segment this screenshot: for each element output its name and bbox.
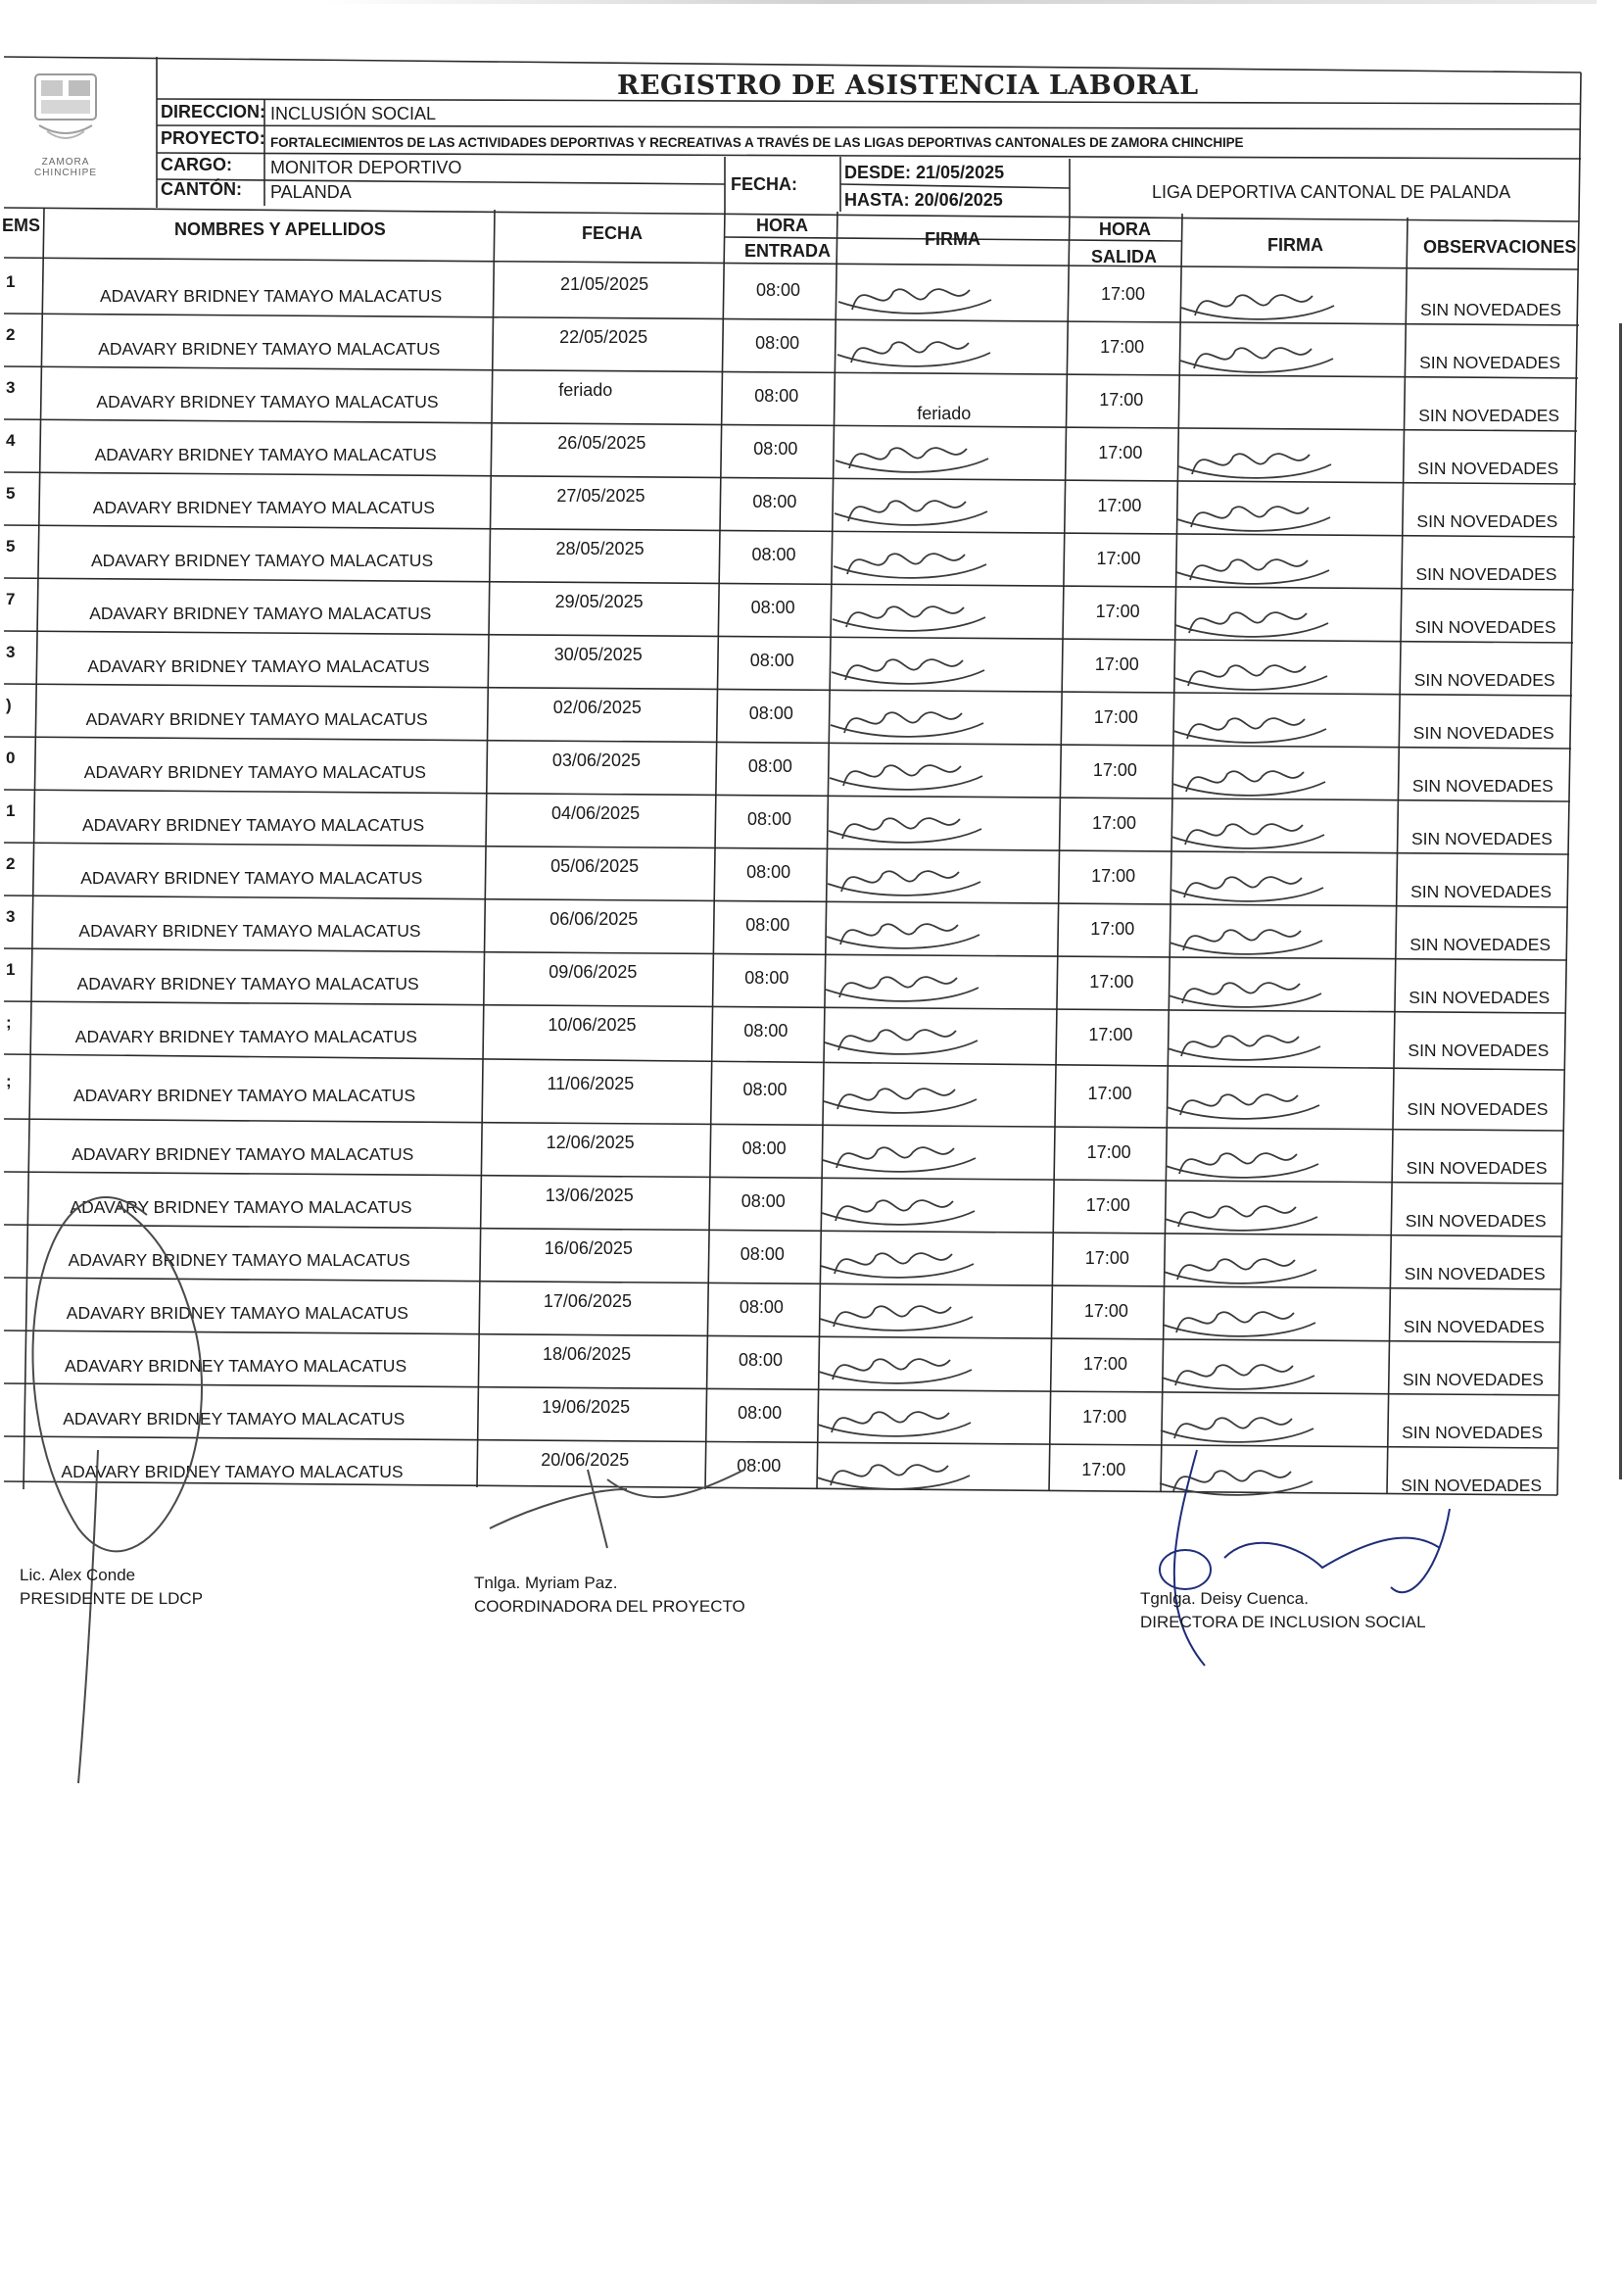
signatory-coordinator-name: Tnlga. Myriam Paz.	[474, 1574, 618, 1592]
row-name: ADAVARY BRIDNEY TAMAYO MALACATUS	[98, 339, 441, 359]
header-firma-salida: FIRMA	[1267, 235, 1323, 255]
row-observation: SIN NOVEDADES	[1410, 882, 1552, 901]
exit-signature	[1170, 877, 1323, 901]
row-observation: SIN NOVEDADES	[1404, 1264, 1546, 1283]
signatory-director-name: Tgnlga. Deisy Cuenca.	[1140, 1589, 1309, 1608]
row-date: 20/06/2025	[541, 1450, 630, 1470]
signatory-president-name: Lic. Alex Conde	[20, 1566, 136, 1584]
exit-signature	[1163, 1312, 1315, 1336]
row-exit-time: 17:00	[1088, 1025, 1133, 1044]
entry-signature	[837, 342, 990, 366]
row-entry-time: 08:00	[747, 809, 792, 829]
row-date: 27/05/2025	[556, 486, 645, 506]
row-name: ADAVARY BRIDNEY TAMAYO MALACATUS	[76, 974, 419, 993]
row-entry-time: 08:00	[747, 756, 792, 776]
exit-signature	[1160, 1471, 1313, 1495]
row-name: ADAVARY BRIDNEY TAMAYO MALACATUS	[66, 1303, 408, 1323]
row-observation: SIN NOVEDADES	[1402, 1423, 1544, 1442]
exit-signature	[1171, 824, 1324, 848]
entry-signature	[833, 606, 985, 631]
header-hora-salida-2: SALIDA	[1091, 247, 1157, 266]
exit-signature	[1166, 1153, 1318, 1178]
row-date: feriado	[558, 380, 613, 400]
row-observation: SIN NOVEDADES	[1411, 829, 1552, 848]
row-name: ADAVARY BRIDNEY TAMAYO MALACATUS	[83, 762, 426, 782]
row-name: ADAVARY BRIDNEY TAMAYO MALACATUS	[89, 604, 432, 623]
row-date: 17/06/2025	[543, 1291, 632, 1311]
row-exit-time: 17:00	[1090, 919, 1135, 939]
row-entry-time: 08:00	[737, 1456, 782, 1476]
row-name: ADAVARY BRIDNEY TAMAYO MALACATUS	[70, 1197, 412, 1217]
row-date: 19/06/2025	[542, 1397, 631, 1417]
signatory-coordinator-role: COORDINADORA DEL PROYECTO	[474, 1597, 745, 1616]
row-exit-time: 17:00	[1095, 602, 1140, 621]
signatory-director-role: DIRECTORA DE INCLUSION SOCIAL	[1140, 1613, 1426, 1631]
row-date: 10/06/2025	[548, 1015, 637, 1035]
entidad-name: LIGA DEPORTIVA CANTONAL DE PALANDA	[1152, 182, 1511, 202]
row-name: ADAVARY BRIDNEY TAMAYO MALACATUS	[68, 1250, 410, 1270]
header-items: EMS	[2, 216, 41, 235]
row-number: 3	[6, 378, 16, 397]
header-hora-salida-1: HORA	[1099, 219, 1151, 239]
header-observaciones: OBSERVACIONES	[1423, 237, 1577, 257]
row-observation: SIN NOVEDADES	[1406, 1158, 1548, 1178]
exit-signature	[1176, 559, 1329, 584]
row-entry-note: feriado	[917, 404, 972, 423]
president-signature-stroke	[32, 1197, 201, 1551]
row-name: ADAVARY BRIDNEY TAMAYO MALACATUS	[82, 815, 425, 835]
exit-signature	[1180, 348, 1333, 372]
row-observation: SIN NOVEDADES	[1420, 300, 1561, 319]
row-observation: SIN NOVEDADES	[1416, 511, 1558, 531]
exit-signature	[1161, 1418, 1314, 1442]
director-signature-loop	[1160, 1550, 1211, 1589]
row-number: 1	[6, 272, 16, 291]
header-firma-entrada: FIRMA	[925, 229, 980, 249]
row-date: 26/05/2025	[557, 433, 646, 453]
entry-signature	[832, 659, 984, 684]
exit-signature	[1162, 1365, 1314, 1389]
cargo-label: CARGO:	[161, 155, 232, 174]
president-signature-tail	[78, 1450, 98, 1783]
entry-signature	[827, 924, 979, 948]
row-number: 7	[6, 590, 16, 608]
row-observation: SIN NOVEDADES	[1407, 1099, 1549, 1119]
row-observation: SIN NOVEDADES	[1401, 1476, 1543, 1495]
row-number: 1	[6, 960, 16, 979]
row-exit-time: 17:00	[1087, 1084, 1132, 1103]
row-observation: SIN NOVEDADES	[1405, 1211, 1547, 1231]
row-number: ;	[6, 1013, 12, 1032]
header-hora-entrada-1: HORA	[756, 216, 808, 235]
row-observation: SIN NOVEDADES	[1409, 988, 1551, 1007]
entry-signature	[835, 501, 987, 525]
row-exit-time: 17:00	[1093, 707, 1138, 727]
row-exit-time: 17:00	[1082, 1407, 1127, 1427]
row-date: 11/06/2025	[547, 1074, 635, 1093]
row-exit-time: 17:00	[1096, 549, 1141, 568]
row-exit-time: 17:00	[1097, 496, 1142, 515]
entry-signature	[823, 1147, 976, 1172]
row-exit-time: 17:00	[1098, 443, 1143, 462]
proyecto-label: PROYECTO:	[161, 128, 265, 148]
row-entry-time: 08:00	[754, 386, 799, 406]
row-exit-time: 17:00	[1083, 1301, 1128, 1321]
exit-signature	[1174, 665, 1327, 690]
row-name: ADAVARY BRIDNEY TAMAYO MALACATUS	[92, 498, 435, 517]
row-number: 4	[6, 431, 16, 450]
entry-signature	[818, 1412, 971, 1436]
row-entry-time: 08:00	[751, 545, 796, 564]
logo-text: ZAMORA CHINCHIPE	[33, 157, 97, 178]
fecha-hasta: HASTA: 20/06/2025	[844, 190, 1003, 210]
row-name: ADAVARY BRIDNEY TAMAYO MALACATUS	[94, 445, 437, 464]
row-entry-time: 08:00	[749, 651, 794, 670]
row-observation: SIN NOVEDADES	[1412, 723, 1554, 743]
exit-signature	[1178, 454, 1331, 478]
row-exit-time: 17:00	[1100, 337, 1145, 357]
row-name: ADAVARY BRIDNEY TAMAYO MALACATUS	[85, 709, 428, 729]
row-entry-time: 08:00	[738, 1403, 783, 1423]
row-entry-time: 08:00	[741, 1138, 787, 1158]
exit-signature	[1177, 507, 1330, 531]
row-exit-time: 17:00	[1094, 654, 1139, 674]
signatory-director	[1140, 1587, 1426, 1634]
row-date: 05/06/2025	[550, 856, 640, 876]
row-number: 3	[6, 643, 16, 661]
signatory-coordinator	[474, 1572, 745, 1619]
row-entry-time: 08:00	[753, 439, 798, 459]
entry-signature	[817, 1465, 970, 1489]
row-observation: SIN NOVEDADES	[1409, 935, 1552, 954]
row-exit-time: 17:00	[1086, 1142, 1131, 1162]
row-number: 2	[6, 325, 16, 344]
row-exit-time: 17:00	[1091, 866, 1136, 886]
row-date: 22/05/2025	[559, 327, 648, 347]
row-name: ADAVARY BRIDNEY TAMAYO MALACATUS	[74, 1027, 417, 1046]
row-date: 18/06/2025	[543, 1344, 632, 1364]
row-number: 5	[6, 537, 16, 556]
row-exit-time: 17:00	[1085, 1195, 1130, 1215]
row-observation: SIN NOVEDADES	[1418, 406, 1560, 425]
entry-signature	[834, 554, 986, 578]
exit-signature	[1165, 1206, 1317, 1231]
row-date: 21/05/2025	[560, 274, 649, 294]
row-number: 5	[6, 484, 16, 503]
row-exit-time: 17:00	[1101, 284, 1146, 304]
row-date: 04/06/2025	[551, 803, 641, 823]
row-name: ADAVARY BRIDNEY TAMAYO MALACATUS	[80, 868, 423, 888]
row-entry-time: 08:00	[744, 968, 789, 988]
row-exit-time: 17:00	[1089, 972, 1134, 992]
row-date: 16/06/2025	[544, 1238, 633, 1258]
exit-signature	[1170, 930, 1322, 954]
entry-signature	[824, 1089, 977, 1113]
row-date: 02/06/2025	[552, 698, 642, 717]
entry-signature	[838, 289, 991, 314]
row-entry-time: 08:00	[739, 1350, 784, 1370]
row-entry-time: 08:00	[755, 333, 800, 353]
fecha-label: FECHA:	[731, 174, 797, 194]
row-observation: SIN NOVEDADES	[1414, 617, 1556, 637]
entry-signature	[822, 1200, 975, 1225]
row-exit-time: 17:00	[1092, 760, 1137, 780]
row-observation: SIN NOVEDADES	[1408, 1041, 1550, 1060]
row-name: ADAVARY BRIDNEY TAMAYO MALACATUS	[61, 1462, 404, 1481]
row-number: 1	[6, 801, 16, 820]
row-date: 09/06/2025	[549, 962, 638, 982]
row-exit-time: 17:00	[1084, 1248, 1129, 1268]
row-number: ;	[6, 1072, 12, 1090]
row-entry-time: 08:00	[756, 280, 801, 300]
exit-signature	[1172, 771, 1325, 796]
exit-signature	[1173, 718, 1326, 743]
row-number: 3	[6, 907, 16, 926]
entry-signature	[821, 1253, 974, 1278]
row-entry-time: 08:00	[740, 1191, 786, 1211]
row-number: )	[6, 696, 12, 714]
row-observation: SIN NOVEDADES	[1417, 459, 1559, 478]
entry-signature	[829, 818, 981, 843]
row-observation: SIN NOVEDADES	[1413, 670, 1555, 690]
row-date: 03/06/2025	[551, 751, 641, 770]
canton-value: PALANDA	[270, 182, 352, 202]
entry-signature	[819, 1359, 972, 1383]
coordinator-signature-stroke	[490, 1470, 744, 1548]
exit-signature	[1175, 612, 1328, 637]
row-name: ADAVARY BRIDNEY TAMAYO MALACATUS	[63, 1409, 406, 1429]
row-name: ADAVARY BRIDNEY TAMAYO MALACATUS	[100, 286, 443, 306]
header-fecha: FECHA	[582, 223, 643, 243]
exit-signature	[1169, 983, 1321, 1007]
row-date: 28/05/2025	[555, 539, 645, 558]
entry-signature	[831, 712, 983, 737]
header-hora-entrada-2: ENTRADA	[744, 241, 831, 261]
document-title: REGISTRO DE ASISTENCIA LABORAL	[617, 71, 1199, 101]
row-name: ADAVARY BRIDNEY TAMAYO MALACATUS	[96, 392, 439, 412]
row-date: 30/05/2025	[553, 645, 643, 664]
entry-signature	[836, 448, 988, 472]
entry-signature	[820, 1306, 973, 1331]
row-entry-time: 08:00	[745, 915, 790, 935]
entry-signature	[825, 1030, 978, 1054]
row-number: 0	[6, 749, 16, 767]
direccion-value: INCLUSIÓN SOCIAL	[270, 104, 437, 123]
exit-signature	[1164, 1259, 1316, 1283]
row-date: 06/06/2025	[549, 909, 639, 929]
row-exit-time: 17:00	[1099, 390, 1144, 410]
exit-signature	[1168, 1036, 1320, 1060]
row-entry-time: 08:00	[740, 1244, 785, 1264]
row-name: ADAVARY BRIDNEY TAMAYO MALACATUS	[78, 921, 421, 941]
row-entry-time: 08:00	[752, 492, 797, 511]
proyecto-value: FORTALECIMIENTOS DE LAS ACTIVIDADES DEPORTIVAS Y RECREATIVAS A TRAVÉS DE LAS LIGAS DEPORTIVAS CANTONALES DE ZAMORA CHINCHIPE	[270, 135, 1244, 150]
row-entry-time: 08:00	[748, 703, 793, 723]
row-observation: SIN NOVEDADES	[1403, 1370, 1544, 1389]
row-date: 13/06/2025	[545, 1186, 634, 1205]
row-name: ADAVARY BRIDNEY TAMAYO MALACATUS	[91, 551, 434, 570]
row-name: ADAVARY BRIDNEY TAMAYO MALACATUS	[87, 656, 430, 676]
row-date: 29/05/2025	[554, 592, 644, 611]
signatory-president-role: PRESIDENTE DE LDCP	[20, 1589, 204, 1608]
row-entry-time: 08:00	[746, 862, 791, 882]
row-name: ADAVARY BRIDNEY TAMAYO MALACATUS	[65, 1356, 407, 1376]
canton-label: CANTÓN:	[161, 179, 242, 199]
row-observation: SIN NOVEDADES	[1415, 564, 1557, 584]
row-number: 2	[6, 854, 16, 873]
direccion-label: DIRECCION:	[161, 102, 265, 121]
row-entry-time: 08:00	[750, 598, 795, 617]
row-date: 12/06/2025	[546, 1133, 635, 1152]
row-entry-time: 08:00	[739, 1297, 784, 1317]
entry-signature	[826, 977, 979, 1001]
row-exit-time: 17:00	[1092, 813, 1137, 833]
row-entry-time: 08:00	[743, 1021, 788, 1041]
exit-signature	[1181, 295, 1334, 319]
row-exit-time: 17:00	[1083, 1354, 1128, 1374]
cargo-value: MONITOR DEPORTIVO	[270, 158, 462, 177]
row-observation: SIN NOVEDADES	[1403, 1317, 1545, 1336]
entry-signature	[830, 765, 982, 790]
row-name: ADAVARY BRIDNEY TAMAYO MALACATUS	[72, 1144, 414, 1164]
row-exit-time: 17:00	[1081, 1460, 1126, 1479]
entry-signature	[828, 871, 980, 896]
row-name: ADAVARY BRIDNEY TAMAYO MALACATUS	[73, 1086, 416, 1105]
fecha-desde: DESDE: 21/05/2025	[844, 163, 1005, 182]
signatory-president	[20, 1564, 203, 1611]
row-observation: SIN NOVEDADES	[1419, 353, 1561, 372]
row-entry-time: 08:00	[742, 1080, 788, 1099]
exit-signature	[1167, 1094, 1319, 1119]
header-nombres: NOMBRES Y APELLIDOS	[174, 219, 386, 239]
row-observation: SIN NOVEDADES	[1411, 776, 1553, 796]
